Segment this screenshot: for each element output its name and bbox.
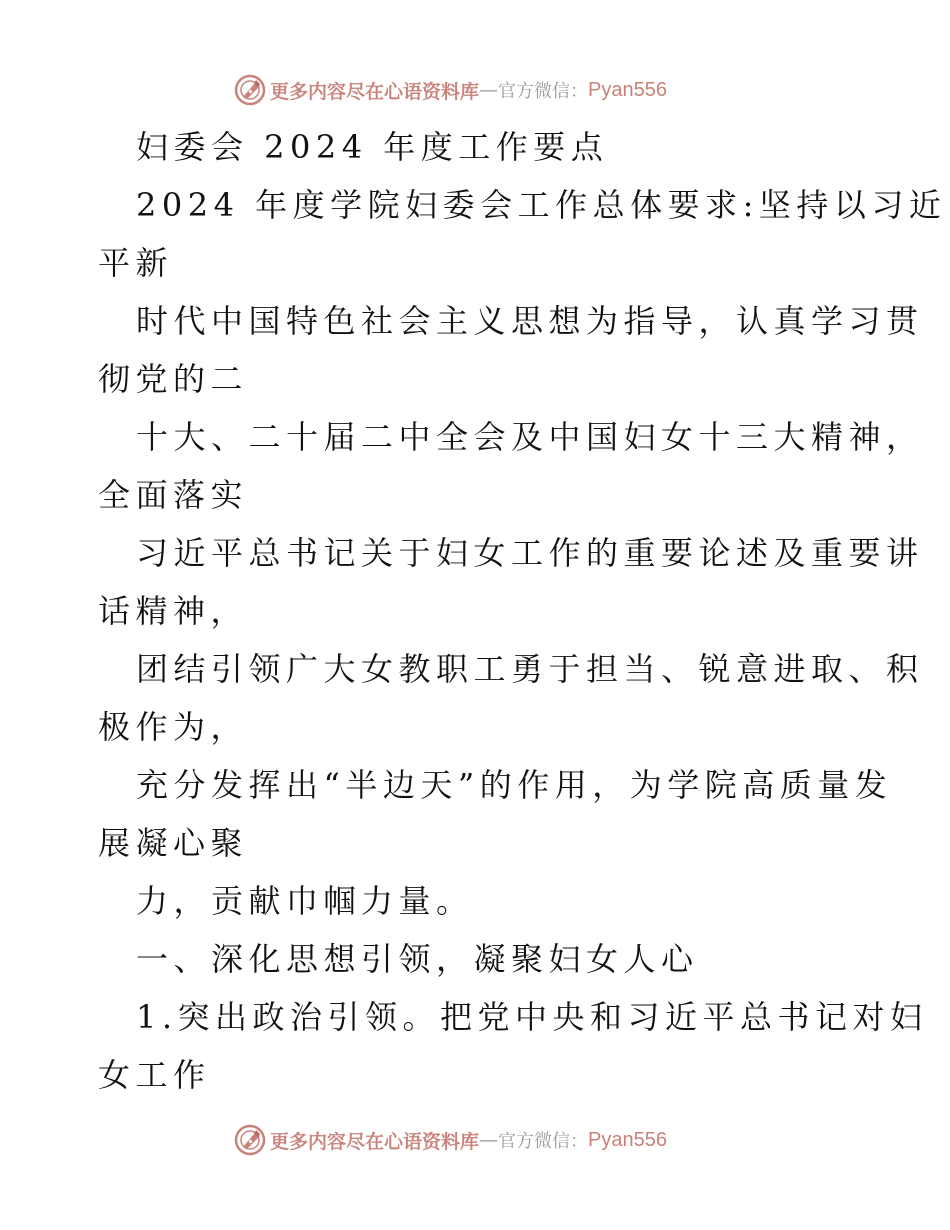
paragraph-line: 平新 [98, 244, 174, 282]
paragraph-line: 十大、二十届二中全会及中国妇女十三大精神， [136, 418, 924, 456]
paragraph-line: 展凝心聚 [98, 824, 249, 862]
paragraph-line: 2024 年度学院妇委会工作总体要求:坚持以习近 [136, 186, 947, 224]
paragraph-line: 全面落实 [98, 476, 249, 514]
banner-wechat-id: Pyan556 [588, 1128, 667, 1151]
paragraph-line: 习近平总书记关于妇女工作的重要论述及重要讲 [136, 534, 924, 572]
paragraph-line: 团结引领广大女教职工勇于担当、锐意进取、积 [136, 650, 924, 688]
paragraph-line: 极作为， [98, 708, 249, 746]
paragraph-line: 话精神， [98, 592, 249, 630]
paragraph-line: 时代中国特色社会主义思想为指导，认真学习贯 [136, 302, 924, 340]
banner-separator: — [479, 79, 499, 101]
footer-banner [234, 1122, 667, 1158]
paragraph-line: 力，贡献巾帼力量。 [136, 882, 474, 920]
paragraph-line: 充分发挥出“半边天”的作用，为学院高质量发 [136, 766, 893, 804]
banner-main-text: 更多内容尽在心语资料库 [270, 80, 480, 103]
header-banner [234, 72, 667, 108]
banner-wechat-id: Pyan556 [588, 78, 667, 101]
document-title: 妇委会 2024 年度工作要点 [136, 128, 609, 166]
paragraph-line: 1.突出政治引领。把党中央和习近平总书记对妇 [136, 998, 928, 1036]
section-heading: 一、深化思想引领，凝聚妇女人心 [136, 940, 699, 978]
pen-nib-logo-icon [234, 1124, 266, 1156]
paragraph-line: 彻党的二 [98, 360, 249, 398]
paragraph-line: 女工作 [98, 1056, 211, 1094]
banner-separator: — [479, 1129, 499, 1151]
banner-wechat-label: 官方微信： [498, 1131, 589, 1152]
pen-nib-logo-icon [234, 74, 266, 106]
banner-main-text: 更多内容尽在心语资料库 [270, 1130, 480, 1153]
banner-wechat-label: 官方微信： [498, 81, 589, 102]
